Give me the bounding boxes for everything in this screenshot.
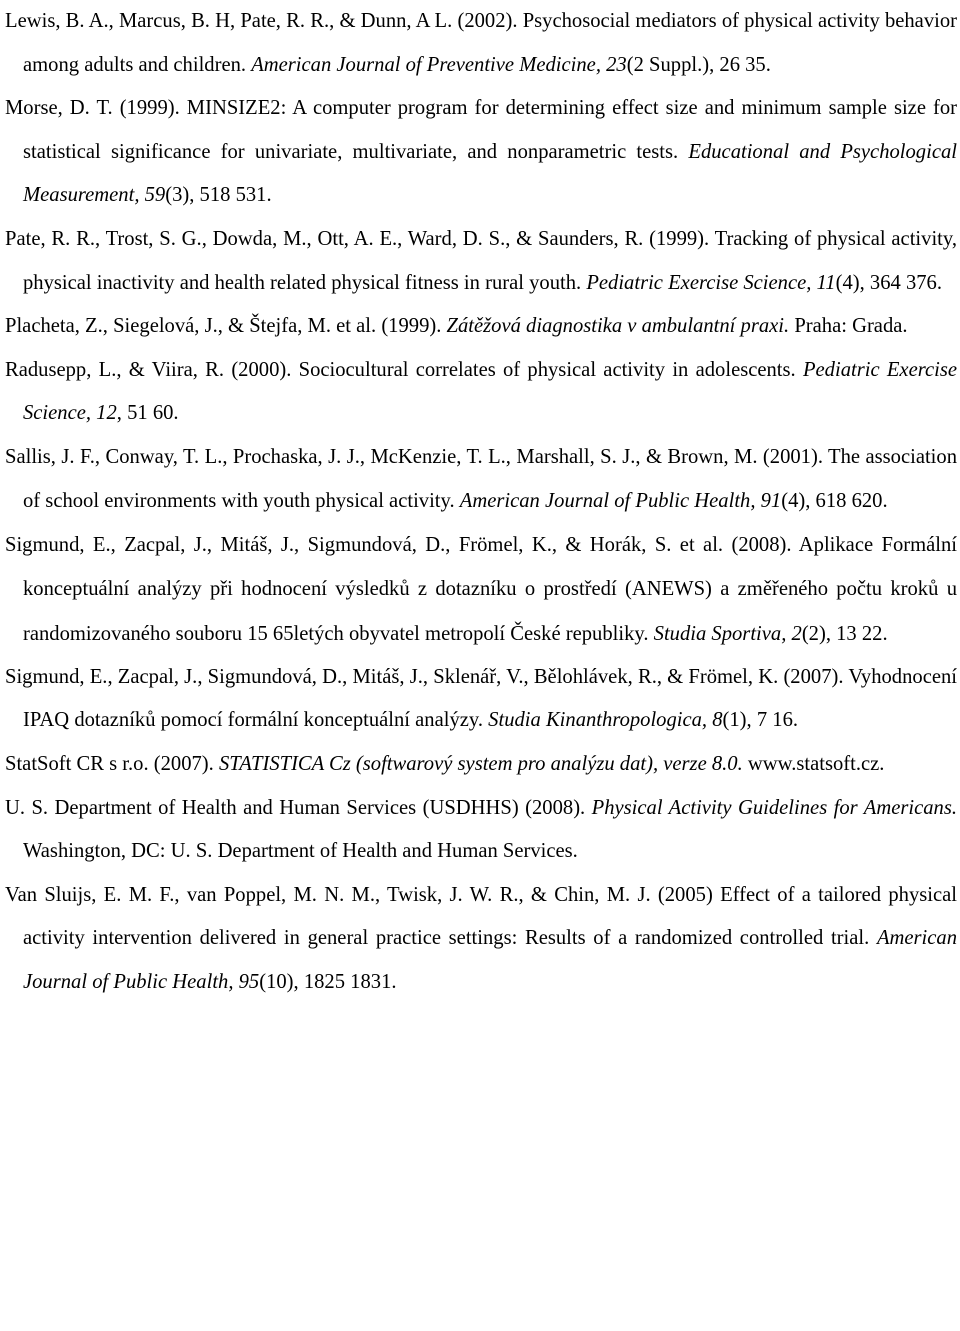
ref-segment: Lewis, B. A., Marcus, B. H, Pate, R. R., & Dunn, A L. (2002). Psychosocial mediators of physical activity behavior among adults and children. xyxy=(5,10,957,76)
ref-segment-italic: STATISTICA Cz (softwarový system pro analýzu dat), verze 8.0. xyxy=(218,752,743,775)
ref-segment: , 51 60. xyxy=(116,402,179,425)
reference-entry-lewis xyxy=(5,0,957,87)
reference-entry-sallis xyxy=(5,436,957,523)
reference-entry-morse xyxy=(5,87,957,218)
reference-list xyxy=(5,0,957,1004)
reference-entry-placheta xyxy=(5,305,957,349)
ref-segment: StatSoft CR s r.o. (2007). xyxy=(5,752,219,775)
ref-segment: U. S. Department of Health and Human Services (USDHHS) (2008). xyxy=(5,796,592,819)
ref-segment: (3), 518 531. xyxy=(165,184,272,207)
ref-segment: (4), 364 376. xyxy=(835,271,942,294)
ref-segment: (10), 1825 1831. xyxy=(259,970,397,993)
reference-entry-usdhhs xyxy=(5,787,957,874)
ref-segment: Placheta, Z., Siegelová, J., & Štejfa, M. et al. (1999). xyxy=(5,315,447,338)
ref-segment: (2 Suppl.), 26 35. xyxy=(626,53,771,76)
ref-segment-italic: American Journal of Public Health, 95 xyxy=(23,927,957,993)
ref-segment: (4), 618 620. xyxy=(781,489,888,512)
ref-segment: Radusepp, L., & Viira, R. (2000). Sociocultural correlates of physical activity in adolescents. xyxy=(5,358,803,381)
ref-segment: Praha: Grada. xyxy=(789,315,908,338)
reference-entry-sigmund-2007 xyxy=(5,656,957,743)
ref-segment-italic: Pediatric Exercise Science, 12 xyxy=(23,358,957,425)
ref-segment-italic: Pediatric Exercise Science, 11 xyxy=(586,271,836,294)
reference-entry-sigmund-2008 xyxy=(5,523,957,656)
ref-segment: Morse, D. T. (1999). MINSIZE2: A computer program for determining effect size and minimum sample size for statistical significance for univariate, multivariate, and nonparametric tests. xyxy=(5,97,957,163)
reference-entry-van-sluijs xyxy=(5,874,957,1005)
ref-segment: Pate, R. R., Trost, S. G., Dowda, M., Ott, A. E., Ward, D. S., & Saunders, R. (1999). Tracking of physical activity, physical inactivity and health related physical fitness in rural youth. xyxy=(5,227,957,294)
ref-segment: Van Sluijs, E. M. F., van Poppel, M. N. M., Twisk, J. W. R., & Chin, M. J. (2005) Effect of a tailored physical activity intervention delivered in general practice settings: Results of a randomized controlled trial. xyxy=(5,883,957,950)
reference-entry-statsoft xyxy=(5,743,957,787)
ref-segment: Sigmund, E., Zacpal, J., Sigmundová, D., Mitáš, J., Sklenář, V., Bělohlávek, R., & Frömel, K. (2007). Vyhodnocení IPAQ dotazníků pomocí formální konceptuální analýzy. xyxy=(5,665,957,732)
ref-segment: Sallis, J. F., Conway, T. L., Prochaska, J. J., McKenzie, T. L., Marshall, S. J., & Brown, M. (2001). The association of school environments with youth physical activity. xyxy=(5,445,957,512)
ref-segment: (1), 7 16. xyxy=(722,709,799,732)
ref-segment-italic: American Journal of Public Health, 91 xyxy=(459,489,782,512)
ref-segment: Washington, DC: U. S. Department of Health and Human Services. xyxy=(23,840,578,863)
ref-segment-italic: Physical Activity Guidelines for Americans. xyxy=(591,796,957,819)
ref-segment-italic: Zátěžová diagnostika v ambulantní praxi. xyxy=(446,315,790,338)
reference-entry-pate xyxy=(5,218,957,305)
ref-segment-italic: Studia Kinanthropologica, 8 xyxy=(488,709,723,732)
ref-segment: www.statsoft.cz. xyxy=(742,752,885,775)
ref-segment-italic: Studia Sportiva, 2 xyxy=(653,622,802,645)
ref-segment: Sigmund, E., Zacpal, J., Mitáš, J., Sigmundová, D., Frömel, K., & Horák, S. et al. (2008). Aplikace Formální konceptuální analýzy při hodnocení výsledků z dotazníku o prostředí (ANEWS) a změřeného počtu kroků u randomizovaného souboru 15 65letých obyvatel metropolí České republiky. xyxy=(5,534,957,645)
reference-entry-radusepp xyxy=(5,349,957,436)
ref-segment-italic: American Journal of Preventive Medicine, 23 xyxy=(251,53,627,76)
ref-segment-italic: Educational and Psychological Measurement, 59 xyxy=(23,140,957,207)
ref-segment: (2), 13 22. xyxy=(801,622,888,645)
